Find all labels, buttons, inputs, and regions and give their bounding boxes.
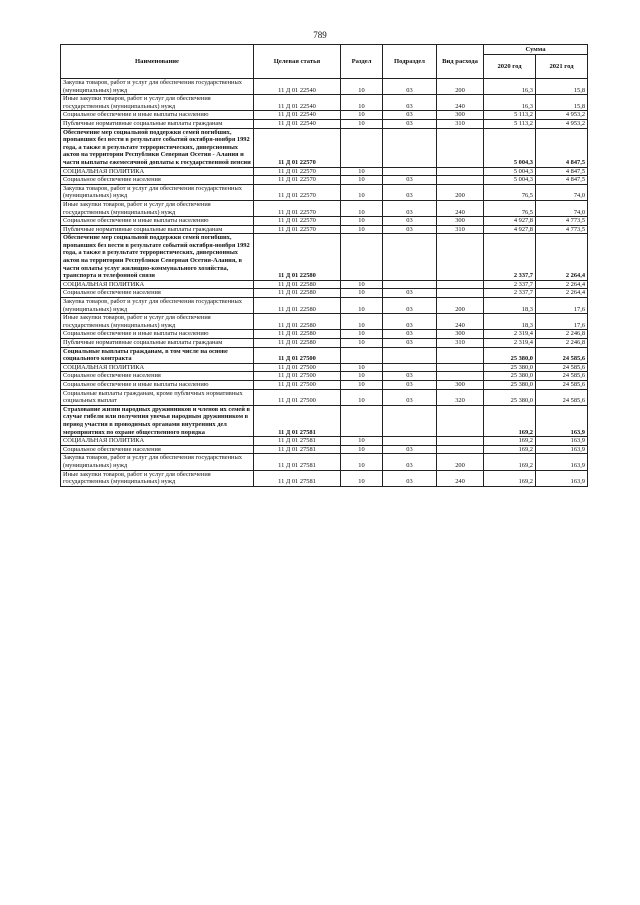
cell-expense-type: 200 — [437, 298, 484, 314]
cell-section: 10 — [341, 363, 383, 372]
cell-expense-type: 300 — [437, 111, 484, 120]
cell-expense-type — [437, 128, 484, 167]
cell-2020: 5 113,2 — [484, 111, 536, 120]
cell-expense-type: 240 — [437, 95, 484, 111]
table-row — [61, 128, 588, 167]
cell-subsection — [383, 167, 437, 176]
cell-expense-type — [437, 372, 484, 381]
header-target: Целевая статья — [254, 45, 341, 79]
table-row — [61, 405, 588, 436]
table-row — [61, 470, 588, 486]
table-row — [61, 380, 588, 389]
cell-expense-type: 310 — [437, 339, 484, 348]
cell-target: 11 Д 01 22570 — [254, 225, 341, 234]
cell-2020: 16,3 — [484, 79, 536, 95]
table-row — [61, 437, 588, 446]
cell-subsection: 03 — [383, 372, 437, 381]
cell-2020: 169,2 — [484, 405, 536, 436]
cell-target: 11 Д 01 22580 — [254, 330, 341, 339]
cell-expense-type: 200 — [437, 184, 484, 200]
table-body — [61, 79, 588, 487]
cell-target: 11 Д 01 22580 — [254, 298, 341, 314]
header-sum: Сумма — [484, 45, 588, 55]
cell-subsection: 03 — [383, 339, 437, 348]
cell-2021: 4 773,5 — [536, 217, 588, 226]
cell-target: 11 Д 01 27500 — [254, 363, 341, 372]
header-expense-type: Вид расхода — [437, 45, 484, 79]
cell-name: Социальные выплаты гражданам, в том числе на основе социального контракта — [61, 347, 254, 363]
cell-section — [341, 234, 383, 281]
table-row — [61, 389, 588, 405]
table-row — [61, 79, 588, 95]
cell-expense-type — [437, 437, 484, 446]
cell-2021: 15,8 — [536, 95, 588, 111]
cell-expense-type: 320 — [437, 389, 484, 405]
cell-section: 10 — [341, 339, 383, 348]
cell-2020: 2 337,7 — [484, 280, 536, 289]
cell-2021: 17,6 — [536, 298, 588, 314]
cell-name: Социальное обеспечение и иные выплаты населению — [61, 380, 254, 389]
cell-subsection: 03 — [383, 470, 437, 486]
cell-name: Иные закупки товаров, работ и услуг для обеспечения государственных (муниципальных) нужд — [61, 200, 254, 216]
cell-2021: 2 246,8 — [536, 339, 588, 348]
cell-name: Страхование жизни народных дружинников и членов их семей в случае гибели или получения увечья народным дружинником в период участия в проводимых органами внутренних дел мероприятиях по охране общественного порядка — [61, 405, 254, 436]
cell-section — [341, 347, 383, 363]
table-row — [61, 314, 588, 330]
cell-subsection — [383, 405, 437, 436]
cell-2021: 74,0 — [536, 200, 588, 216]
cell-subsection: 03 — [383, 380, 437, 389]
cell-2021: 4 953,2 — [536, 119, 588, 128]
cell-section: 10 — [341, 167, 383, 176]
cell-section: 10 — [341, 470, 383, 486]
cell-expense-type — [437, 347, 484, 363]
cell-2020: 25 380,0 — [484, 372, 536, 381]
cell-section: 10 — [341, 289, 383, 298]
cell-subsection — [383, 363, 437, 372]
cell-2021: 4 847,5 — [536, 176, 588, 185]
cell-subsection — [383, 234, 437, 281]
cell-name: Публичные нормативные социальные выплаты гражданам — [61, 225, 254, 234]
table-row — [61, 167, 588, 176]
cell-2020: 18,3 — [484, 314, 536, 330]
cell-target: 11 Д 01 27581 — [254, 470, 341, 486]
cell-2021: 17,6 — [536, 314, 588, 330]
cell-2021: 4 847,5 — [536, 128, 588, 167]
cell-target: 11 Д 01 27581 — [254, 405, 341, 436]
cell-section: 10 — [341, 454, 383, 470]
cell-name: Публичные нормативные социальные выплаты гражданам — [61, 339, 254, 348]
cell-2021: 24 585,6 — [536, 380, 588, 389]
cell-2020: 169,2 — [484, 437, 536, 446]
cell-expense-type: 240 — [437, 200, 484, 216]
cell-2020: 76,5 — [484, 200, 536, 216]
cell-name: Социальное обеспечение и иные выплаты населению — [61, 217, 254, 226]
cell-target: 11 Д 01 22540 — [254, 111, 341, 120]
cell-2021: 24 585,6 — [536, 372, 588, 381]
cell-2020: 5 004,3 — [484, 167, 536, 176]
cell-name: Обеспечение мер социальной поддержки семей погибших, пропавших без вести в результате событий октября-ноября 1992 года, а также в результате террористических, диверсионных актов на территории Республики Северная Осетия-Алания, в части оплаты услуг жилищно-коммунального хозяйства, транспорта и телефонной связи — [61, 234, 254, 281]
table-row — [61, 454, 588, 470]
cell-name: Обеспечение мер социальной поддержки семей погибших, пропавших без вести в результате событий октября-ноября 1992 года, а также в результате террористических, диверсионных актов на территории Республики Северная Осетия - Алания и части выплаты ежемесячной доплаты к государственной пенсии — [61, 128, 254, 167]
cell-subsection: 03 — [383, 119, 437, 128]
table-row — [61, 119, 588, 128]
cell-section: 10 — [341, 176, 383, 185]
cell-2021: 2 264,4 — [536, 234, 588, 281]
cell-expense-type — [437, 176, 484, 185]
table-row — [61, 372, 588, 381]
cell-target: 11 Д 01 22540 — [254, 79, 341, 95]
cell-name: Социальное обеспечение населения — [61, 289, 254, 298]
cell-expense-type — [437, 289, 484, 298]
cell-subsection: 03 — [383, 445, 437, 454]
cell-target: 11 Д 01 22580 — [254, 234, 341, 281]
cell-expense-type: 240 — [437, 470, 484, 486]
cell-name: СОЦИАЛЬНАЯ ПОЛИТИКА — [61, 167, 254, 176]
table-row — [61, 363, 588, 372]
cell-2021: 15,8 — [536, 79, 588, 95]
table-row — [61, 225, 588, 234]
table-row — [61, 445, 588, 454]
cell-subsection — [383, 437, 437, 446]
cell-target: 11 Д 01 22540 — [254, 95, 341, 111]
cell-subsection — [383, 280, 437, 289]
cell-subsection: 03 — [383, 184, 437, 200]
table-row — [61, 330, 588, 339]
cell-expense-type: 200 — [437, 454, 484, 470]
cell-target: 11 Д 01 22570 — [254, 176, 341, 185]
cell-2021: 163,9 — [536, 405, 588, 436]
cell-target: 11 Д 01 22580 — [254, 289, 341, 298]
cell-target: 11 Д 01 22580 — [254, 280, 341, 289]
cell-target: 11 Д 01 27500 — [254, 347, 341, 363]
cell-target: 11 Д 01 22580 — [254, 339, 341, 348]
cell-target: 11 Д 01 27500 — [254, 380, 341, 389]
cell-section: 10 — [341, 217, 383, 226]
cell-target: 11 Д 01 27500 — [254, 372, 341, 381]
cell-2020: 25 380,0 — [484, 380, 536, 389]
cell-2021: 163,9 — [536, 470, 588, 486]
table-row — [61, 280, 588, 289]
cell-target: 11 Д 01 22570 — [254, 167, 341, 176]
cell-section: 10 — [341, 437, 383, 446]
cell-name: СОЦИАЛЬНАЯ ПОЛИТИКА — [61, 437, 254, 446]
cell-2021: 4 847,5 — [536, 167, 588, 176]
cell-2020: 25 380,0 — [484, 347, 536, 363]
cell-section: 10 — [341, 184, 383, 200]
cell-subsection: 03 — [383, 314, 437, 330]
cell-name: Социальное обеспечение населения — [61, 372, 254, 381]
cell-expense-type: 300 — [437, 330, 484, 339]
cell-section: 10 — [341, 314, 383, 330]
cell-name: Социальное обеспечение и иные выплаты населению — [61, 111, 254, 120]
table-row — [61, 217, 588, 226]
cell-section: 10 — [341, 330, 383, 339]
table-row — [61, 200, 588, 216]
cell-section: 10 — [341, 225, 383, 234]
table-row — [61, 347, 588, 363]
cell-expense-type — [437, 445, 484, 454]
cell-2021: 24 585,6 — [536, 347, 588, 363]
cell-expense-type: 310 — [437, 225, 484, 234]
cell-subsection: 03 — [383, 79, 437, 95]
cell-2020: 5 004,3 — [484, 176, 536, 185]
cell-subsection: 03 — [383, 389, 437, 405]
budget-table — [60, 44, 588, 487]
header-year-2021: 2021 год — [536, 55, 588, 79]
cell-name: Иные закупки товаров, работ и услуг для обеспечения государственных (муниципальных) нужд — [61, 95, 254, 111]
cell-target: 11 Д 01 27581 — [254, 437, 341, 446]
table-row — [61, 339, 588, 348]
cell-expense-type: 300 — [437, 380, 484, 389]
cell-expense-type — [437, 405, 484, 436]
table-row — [61, 176, 588, 185]
header-year-2020: 2020 год — [484, 55, 536, 79]
cell-2020: 25 380,0 — [484, 389, 536, 405]
cell-section: 10 — [341, 445, 383, 454]
cell-name: Закупка товаров, работ и услуг для обеспечения государственных (муниципальных) нужд — [61, 454, 254, 470]
cell-2020: 2 337,7 — [484, 289, 536, 298]
cell-expense-type: 200 — [437, 79, 484, 95]
table-row — [61, 111, 588, 120]
table-row — [61, 95, 588, 111]
cell-2020: 5 113,2 — [484, 119, 536, 128]
cell-2020: 4 927,8 — [484, 217, 536, 226]
cell-expense-type — [437, 167, 484, 176]
cell-target: 11 Д 01 22540 — [254, 119, 341, 128]
cell-name: Иные закупки товаров, работ и услуг для обеспечения государственных (муниципальных) нужд — [61, 470, 254, 486]
cell-subsection: 03 — [383, 217, 437, 226]
cell-2020: 76,5 — [484, 184, 536, 200]
table-row — [61, 289, 588, 298]
cell-2020: 169,2 — [484, 470, 536, 486]
cell-section: 10 — [341, 111, 383, 120]
cell-subsection: 03 — [383, 289, 437, 298]
cell-expense-type — [437, 280, 484, 289]
cell-name: Закупка товаров, работ и услуг для обеспечения государственных (муниципальных) нужд — [61, 79, 254, 95]
cell-target: 11 Д 01 22570 — [254, 200, 341, 216]
table-row — [61, 298, 588, 314]
cell-section: 10 — [341, 200, 383, 216]
cell-2020: 4 927,8 — [484, 225, 536, 234]
cell-target: 11 Д 01 27581 — [254, 445, 341, 454]
header-section: Раздел — [341, 45, 383, 79]
cell-name: Иные закупки товаров, работ и услуг для обеспечения государственных (муниципальных) нужд — [61, 314, 254, 330]
cell-2020: 18,3 — [484, 298, 536, 314]
cell-name: Социальное обеспечение населения — [61, 445, 254, 454]
cell-expense-type: 310 — [437, 119, 484, 128]
cell-target: 11 Д 01 22570 — [254, 128, 341, 167]
cell-target: 11 Д 01 22570 — [254, 217, 341, 226]
cell-2021: 2 246,8 — [536, 330, 588, 339]
cell-2020: 2 337,7 — [484, 234, 536, 281]
cell-subsection: 03 — [383, 95, 437, 111]
cell-expense-type: 240 — [437, 314, 484, 330]
cell-subsection: 03 — [383, 176, 437, 185]
cell-section: 10 — [341, 389, 383, 405]
cell-section: 10 — [341, 280, 383, 289]
cell-2020: 2 319,4 — [484, 330, 536, 339]
cell-2020: 169,2 — [484, 445, 536, 454]
cell-subsection: 03 — [383, 330, 437, 339]
cell-2021: 163,9 — [536, 454, 588, 470]
cell-target: 11 Д 01 27581 — [254, 454, 341, 470]
table-row — [61, 234, 588, 281]
cell-subsection: 03 — [383, 111, 437, 120]
cell-2020: 16,3 — [484, 95, 536, 111]
cell-2021: 24 585,6 — [536, 389, 588, 405]
cell-section: 10 — [341, 79, 383, 95]
cell-name: Социальное обеспечение и иные выплаты населению — [61, 330, 254, 339]
cell-section: 10 — [341, 372, 383, 381]
cell-name: Социальное обеспечение населения — [61, 176, 254, 185]
cell-expense-type — [437, 363, 484, 372]
cell-target: 11 Д 01 22580 — [254, 314, 341, 330]
cell-name: Социальные выплаты гражданам, кроме публичных нормативных социальных выплат — [61, 389, 254, 405]
cell-2021: 163,9 — [536, 437, 588, 446]
cell-section: 10 — [341, 298, 383, 314]
cell-section: 10 — [341, 95, 383, 111]
cell-section — [341, 405, 383, 436]
cell-name: Публичные нормативные социальные выплаты гражданам — [61, 119, 254, 128]
cell-2020: 25 380,0 — [484, 363, 536, 372]
cell-2021: 163,9 — [536, 445, 588, 454]
header-subsection: Подраздел — [383, 45, 437, 79]
cell-2021: 2 264,4 — [536, 289, 588, 298]
cell-target: 11 Д 01 27500 — [254, 389, 341, 405]
cell-expense-type — [437, 234, 484, 281]
cell-section: 10 — [341, 380, 383, 389]
cell-target: 11 Д 01 22570 — [254, 184, 341, 200]
cell-subsection: 03 — [383, 200, 437, 216]
cell-2021: 24 585,6 — [536, 363, 588, 372]
cell-2021: 4 953,2 — [536, 111, 588, 120]
cell-2020: 169,2 — [484, 454, 536, 470]
cell-subsection: 03 — [383, 454, 437, 470]
cell-section — [341, 128, 383, 167]
cell-2021: 2 264,4 — [536, 280, 588, 289]
cell-2021: 74,0 — [536, 184, 588, 200]
page-number: 789 — [313, 30, 327, 40]
cell-name: Закупка товаров, работ и услуг для обеспечения государственных (муниципальных) нужд — [61, 298, 254, 314]
cell-subsection — [383, 128, 437, 167]
cell-subsection: 03 — [383, 298, 437, 314]
cell-2020: 5 004,3 — [484, 128, 536, 167]
cell-name: СОЦИАЛЬНАЯ ПОЛИТИКА — [61, 363, 254, 372]
cell-section: 10 — [341, 119, 383, 128]
cell-2021: 4 773,5 — [536, 225, 588, 234]
header-name: Наименование — [61, 45, 254, 79]
cell-subsection — [383, 347, 437, 363]
cell-2020: 2 319,4 — [484, 339, 536, 348]
cell-name: СОЦИАЛЬНАЯ ПОЛИТИКА — [61, 280, 254, 289]
table-row — [61, 184, 588, 200]
cell-subsection: 03 — [383, 225, 437, 234]
cell-expense-type: 300 — [437, 217, 484, 226]
cell-name: Закупка товаров, работ и услуг для обеспечения государственных (муниципальных) нужд — [61, 184, 254, 200]
